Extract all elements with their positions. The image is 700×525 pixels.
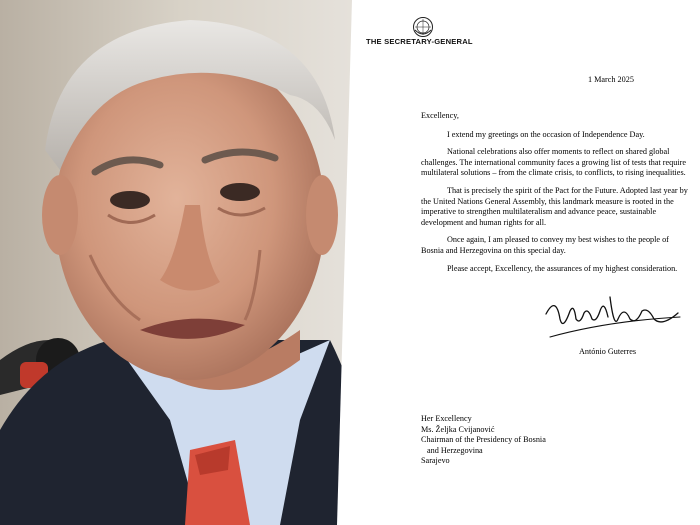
handwritten-signature [538, 289, 688, 349]
paragraph-3: That is precisely the spirit of the Pact for the Future. Adopted last year by the United Nations General Assembly, this landmark measure is rooted in the imperative to strengthen multilateralism and advance peace, sustainable development and human rights for all. [421, 185, 688, 227]
address-line-4: and Herzegovina [427, 445, 483, 455]
paragraph-2: National celebrations also offer moments to reflect on shared global challenges. The international community faces a growing list of tests that require multilateral solutions – from the climate crisis, to conflicts, to rising inequalities. [421, 147, 686, 178]
address-line-3: Chairman of the Presidency of Bosnia [421, 435, 546, 445]
address-line-5: Sarajevo [421, 456, 450, 466]
paragraph-1: I extend my greetings on the occasion of Independence Day. [447, 129, 645, 139]
address-line-2: Ms. Željka Cvijanović [421, 424, 495, 434]
signer-name: António Guterres [579, 347, 637, 356]
letter-date: 1 March 2025 [588, 75, 634, 84]
salutation: Excellency, [421, 111, 459, 120]
paragraph-5: Please accept, Excellency, the assurances of my highest consideration. [447, 263, 678, 273]
paragraph-4: Once again, I am pleased to convey my best wishes to the people of Bosnia and Herzegovina on this special day. [421, 235, 669, 255]
un-emblem-icon [412, 16, 434, 38]
letterhead-title: THE SECRETARY-GENERAL [366, 37, 473, 46]
address-line-1: Her Excellency [421, 414, 472, 423]
letter-body [421, 111, 689, 281]
recipient-address [421, 414, 546, 467]
